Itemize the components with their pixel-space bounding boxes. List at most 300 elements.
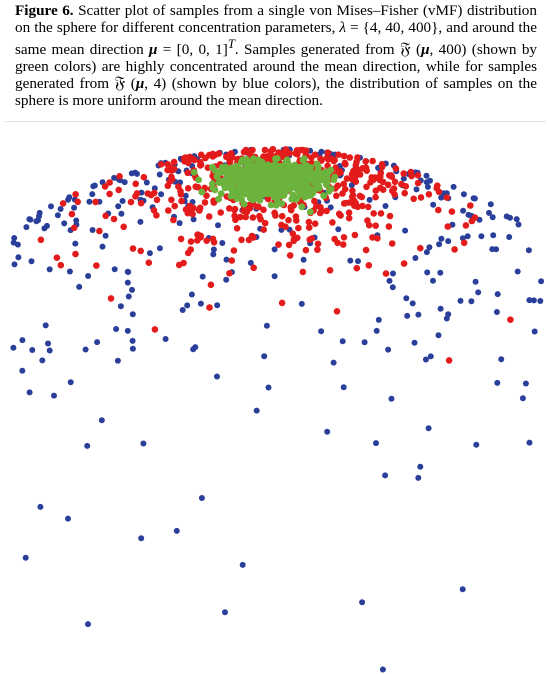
scatter-point bbox=[369, 234, 376, 241]
scatter-point bbox=[268, 148, 275, 155]
scatter-point bbox=[362, 158, 369, 165]
scatter-point bbox=[334, 308, 341, 315]
scatter-point bbox=[96, 228, 103, 235]
scatter-point bbox=[190, 346, 196, 352]
scatter-point bbox=[85, 273, 91, 279]
scatter-point bbox=[387, 213, 394, 220]
scatter-point bbox=[250, 214, 257, 221]
scatter-point bbox=[373, 440, 379, 446]
caption-text-7: ( bbox=[125, 75, 136, 93]
scatter-point bbox=[385, 347, 391, 353]
scatter-point bbox=[132, 193, 139, 200]
scatter-point bbox=[164, 161, 171, 168]
scatter-point bbox=[275, 241, 282, 248]
scatter-point bbox=[202, 199, 209, 206]
scatter-point bbox=[157, 172, 163, 178]
scatter-point bbox=[171, 159, 178, 166]
scatter-point bbox=[264, 323, 270, 329]
scatter-point bbox=[299, 203, 306, 210]
scatter-point bbox=[366, 222, 373, 229]
scatter-point bbox=[181, 155, 188, 162]
scatter-point bbox=[174, 528, 180, 534]
scatter-point bbox=[240, 562, 246, 568]
scatter-point bbox=[494, 380, 500, 386]
scatter-point bbox=[188, 238, 195, 245]
scatter-point bbox=[255, 204, 262, 211]
scatter-point bbox=[523, 381, 529, 387]
scatter-point bbox=[72, 241, 78, 247]
scatter-point bbox=[333, 193, 340, 200]
scatter-point bbox=[489, 246, 495, 252]
scatter-point bbox=[153, 212, 160, 219]
scatter-point bbox=[125, 269, 131, 275]
scatter-point bbox=[412, 340, 418, 346]
scatter-point bbox=[190, 156, 197, 163]
scatter-point bbox=[393, 165, 400, 172]
scatter-point bbox=[261, 353, 267, 359]
scatter-point bbox=[415, 475, 421, 481]
scatter-point bbox=[74, 199, 81, 206]
scatter-point bbox=[38, 237, 45, 244]
scatter-point bbox=[130, 338, 136, 344]
scatter-point bbox=[151, 190, 158, 197]
scatter-point bbox=[92, 183, 98, 189]
scatter-point bbox=[89, 191, 95, 197]
scatter-point bbox=[43, 322, 49, 328]
scatter-point bbox=[116, 173, 123, 180]
scatter-point bbox=[137, 248, 144, 255]
scatter-point bbox=[125, 328, 131, 334]
scatter-point bbox=[195, 177, 202, 184]
scatter-point bbox=[379, 161, 386, 168]
scatter-point bbox=[266, 155, 273, 162]
scatter-point bbox=[260, 226, 267, 233]
scatter-point bbox=[352, 200, 359, 207]
scatter-point bbox=[238, 237, 245, 244]
scatter-point bbox=[65, 516, 71, 522]
scatter-point bbox=[165, 207, 172, 214]
scatter-point bbox=[426, 425, 432, 431]
scatter-point bbox=[526, 247, 532, 253]
scatter-point bbox=[341, 384, 347, 390]
scatter-point bbox=[45, 341, 51, 347]
scatter-point bbox=[198, 189, 205, 196]
scatter-point bbox=[320, 192, 327, 199]
scatter-point bbox=[444, 194, 451, 201]
scatter-point bbox=[315, 241, 322, 248]
caption-text-1: Scatter plot of samples from a single von Mises–Fisher (vMF) distribution on the sphere for different concentration parameters, bbox=[15, 2, 537, 36]
scatter-point bbox=[376, 317, 382, 323]
scatter-point bbox=[250, 265, 257, 272]
scatter-point bbox=[29, 347, 35, 353]
scatter-point bbox=[414, 186, 420, 192]
scatter-point bbox=[349, 171, 356, 178]
scatter-point bbox=[37, 504, 43, 510]
scatter-point bbox=[449, 208, 456, 215]
scatter-point bbox=[229, 257, 236, 264]
scatter-point bbox=[336, 211, 343, 218]
scatter-point bbox=[369, 158, 376, 165]
scatter-point bbox=[216, 150, 223, 157]
scatter-point bbox=[377, 174, 384, 181]
scatter-point bbox=[198, 152, 205, 159]
scatter-point bbox=[118, 211, 124, 217]
scatter-point bbox=[325, 149, 332, 156]
scatter-point bbox=[189, 292, 195, 298]
mu-symbol-3: μ bbox=[135, 75, 145, 93]
scatter-point bbox=[138, 535, 144, 541]
scatter-point bbox=[94, 339, 100, 345]
scatter-point bbox=[132, 170, 138, 176]
scatter-point bbox=[183, 206, 190, 213]
scatter-point bbox=[294, 194, 301, 201]
scatter-point bbox=[342, 161, 349, 168]
scatter-point bbox=[293, 184, 300, 191]
scatter-point bbox=[223, 277, 229, 283]
scatter-point bbox=[23, 555, 29, 561]
scatter-point bbox=[340, 338, 346, 344]
scatter-point bbox=[152, 326, 159, 333]
scatter-point bbox=[146, 259, 153, 266]
scatter-point bbox=[99, 417, 105, 423]
scatter-point bbox=[219, 164, 226, 171]
scatter-point bbox=[218, 190, 225, 197]
scatter-point bbox=[415, 312, 421, 318]
scatter-point bbox=[279, 180, 286, 187]
scatter-point bbox=[473, 442, 479, 448]
scatter-point bbox=[403, 295, 409, 301]
scatter-point bbox=[373, 187, 380, 194]
scatter-point bbox=[362, 339, 368, 345]
scatter-point bbox=[488, 201, 494, 207]
scatter-point bbox=[366, 262, 373, 269]
scatter-point bbox=[132, 181, 139, 188]
scatter-point bbox=[83, 347, 89, 353]
scatter-point bbox=[138, 200, 145, 207]
caption-text-2: = {4, 40, 400}, and around the same mean direction bbox=[15, 18, 537, 59]
scatter-point bbox=[359, 599, 365, 605]
scatter-point bbox=[331, 360, 337, 366]
scatter-point bbox=[211, 247, 217, 253]
scatter-point bbox=[285, 217, 292, 224]
superscript-t: T bbox=[227, 37, 235, 52]
scatter-point bbox=[538, 278, 544, 284]
scatter-point bbox=[55, 212, 61, 218]
scatter-series-layer bbox=[10, 146, 544, 673]
vmf-symbol-2: 𝔉 bbox=[114, 73, 126, 94]
scatter-point bbox=[451, 246, 458, 253]
scatter-point bbox=[85, 621, 91, 627]
scatter-point bbox=[388, 172, 395, 179]
scatter-point bbox=[157, 245, 163, 251]
scatter-point bbox=[468, 298, 474, 304]
scatter-point bbox=[352, 232, 359, 239]
scatter-point bbox=[206, 304, 213, 311]
scatter-point bbox=[412, 255, 418, 261]
scatter-point bbox=[424, 249, 430, 255]
scatter-point bbox=[103, 233, 109, 239]
scatter-point bbox=[249, 190, 256, 197]
scatter-point bbox=[265, 177, 272, 184]
scatter-point bbox=[390, 284, 396, 290]
scatter-point bbox=[340, 241, 347, 248]
scatter-point bbox=[184, 170, 191, 177]
scatter-point bbox=[274, 186, 281, 193]
scatter-point bbox=[495, 291, 501, 297]
scatter-point bbox=[292, 150, 299, 157]
scatter-point bbox=[335, 226, 341, 232]
scatter-point bbox=[354, 265, 361, 272]
scatter-point bbox=[301, 169, 308, 176]
scatter-point bbox=[250, 180, 257, 187]
scatter-point bbox=[247, 167, 254, 174]
scatter-point bbox=[177, 188, 184, 195]
scatter-point bbox=[231, 213, 238, 220]
scatter-point bbox=[404, 313, 410, 319]
scatter-point bbox=[363, 247, 370, 254]
scatter-point bbox=[458, 298, 464, 304]
scatter-point bbox=[266, 385, 272, 391]
scatter-point bbox=[61, 220, 67, 226]
scatter-point bbox=[287, 252, 294, 259]
scatter-point bbox=[490, 232, 496, 238]
scatter-point bbox=[209, 180, 216, 187]
scatter-point bbox=[460, 208, 466, 214]
scatter-point bbox=[154, 197, 161, 204]
scatter-point bbox=[306, 224, 313, 231]
scatter-point bbox=[305, 192, 312, 199]
scatter-point bbox=[71, 205, 77, 211]
scatter-point bbox=[527, 440, 533, 446]
scatter-point bbox=[312, 151, 319, 158]
scatter-point bbox=[390, 271, 396, 277]
scatter-point bbox=[293, 217, 300, 224]
scatter-figure-panel bbox=[5, 121, 546, 674]
scatter-point bbox=[460, 586, 466, 592]
scatter-point bbox=[180, 260, 187, 267]
scatter-point bbox=[386, 223, 393, 230]
scatter-point bbox=[210, 153, 217, 160]
scatter-point bbox=[436, 241, 442, 247]
scatter-point bbox=[475, 289, 481, 295]
scatter-point bbox=[226, 158, 233, 165]
scatter-point bbox=[140, 441, 146, 447]
caption-text-4: . Samples generated from bbox=[234, 41, 400, 59]
scatter-point bbox=[279, 193, 286, 200]
scatter-point bbox=[423, 357, 429, 363]
scatter-point bbox=[72, 251, 79, 258]
scatter-point bbox=[401, 190, 408, 197]
scatter-point bbox=[382, 472, 388, 478]
scatter-point bbox=[231, 247, 238, 254]
scatter-point bbox=[115, 203, 121, 209]
scatter-point bbox=[438, 236, 444, 242]
scatter-point bbox=[427, 178, 433, 184]
scatter-point bbox=[199, 495, 205, 501]
scatter-point bbox=[418, 194, 425, 201]
scatter-point bbox=[490, 214, 496, 220]
scatter-point bbox=[177, 220, 183, 226]
scatter-point bbox=[67, 269, 73, 275]
scatter-point bbox=[158, 191, 164, 197]
scatter-point bbox=[113, 326, 119, 332]
scatter-point bbox=[228, 150, 235, 157]
scatter-point bbox=[341, 153, 348, 160]
scatter-point bbox=[23, 224, 29, 230]
scatter-point bbox=[520, 395, 526, 401]
scatter-point bbox=[15, 254, 21, 260]
scatter-point bbox=[331, 176, 338, 183]
scatter-point bbox=[370, 210, 377, 217]
scatter-point bbox=[100, 244, 106, 250]
scatter-point bbox=[130, 245, 137, 252]
scatter-point bbox=[424, 173, 430, 179]
scatter-point bbox=[445, 223, 452, 230]
scatter-point bbox=[130, 311, 136, 317]
scatter-point bbox=[228, 165, 235, 172]
scatter-point bbox=[203, 237, 210, 244]
scatter-point bbox=[312, 220, 319, 227]
scatter-point bbox=[326, 188, 333, 195]
scatter-point bbox=[537, 298, 543, 304]
scatter-point bbox=[208, 282, 215, 289]
scatter-point bbox=[246, 149, 253, 156]
scatter-point bbox=[229, 188, 236, 195]
scatter-point bbox=[125, 280, 131, 286]
scatter-point bbox=[372, 222, 379, 229]
scatter-point bbox=[115, 358, 121, 364]
scatter-point bbox=[231, 207, 238, 214]
scatter-point bbox=[189, 211, 196, 218]
scatter-point bbox=[128, 199, 135, 206]
scatter-point bbox=[178, 198, 185, 205]
scatter-point bbox=[330, 158, 337, 165]
scatter-point bbox=[311, 179, 318, 186]
scatter-point bbox=[383, 203, 389, 209]
scatter-point bbox=[19, 368, 25, 374]
scatter-point bbox=[272, 161, 279, 168]
scatter-point bbox=[76, 284, 82, 290]
scatter-point bbox=[211, 239, 218, 246]
scatter-point bbox=[355, 258, 361, 264]
scatter-point bbox=[344, 175, 351, 182]
scatter-point bbox=[300, 269, 307, 276]
scatter-point bbox=[313, 203, 320, 210]
scatter-point bbox=[27, 217, 33, 223]
scatter-point bbox=[200, 274, 206, 280]
caption-text-5: ( bbox=[410, 41, 422, 59]
scatter-point bbox=[106, 191, 113, 198]
scatter-point bbox=[241, 201, 248, 208]
scatter-point bbox=[54, 254, 61, 261]
scatter-point bbox=[324, 429, 330, 435]
scatter-point bbox=[241, 177, 248, 184]
scatter-point bbox=[37, 210, 43, 216]
scatter-point bbox=[444, 316, 450, 322]
scatter-point bbox=[383, 270, 390, 277]
scatter-point bbox=[222, 609, 228, 615]
scatter-point bbox=[158, 161, 165, 168]
scatter-point bbox=[357, 171, 364, 178]
scatter-point bbox=[47, 348, 53, 354]
scatter-point bbox=[498, 356, 504, 362]
scatter-point bbox=[51, 393, 57, 399]
scatter-point bbox=[195, 231, 202, 238]
scatter-point bbox=[337, 168, 344, 175]
scatter-point bbox=[438, 306, 444, 312]
scatter-point bbox=[426, 191, 433, 198]
scatter-point bbox=[389, 240, 396, 247]
scatter-point bbox=[299, 301, 305, 307]
scatter-point bbox=[92, 199, 99, 206]
scatter-point bbox=[415, 172, 422, 179]
scatter-point bbox=[380, 667, 386, 673]
scatter-point bbox=[262, 147, 269, 154]
scatter-point bbox=[27, 389, 33, 395]
scatter-point bbox=[318, 149, 324, 155]
figure-caption bbox=[15, 3, 537, 110]
scatter-point bbox=[372, 194, 379, 201]
scatter-point bbox=[29, 258, 35, 264]
scatter-point bbox=[461, 240, 468, 247]
scatter-point bbox=[329, 219, 336, 226]
scatter-point bbox=[288, 207, 295, 214]
scatter-point bbox=[506, 234, 512, 240]
scatter-point bbox=[471, 195, 477, 201]
vmf-sphere-scatter-plot bbox=[5, 122, 546, 674]
scatter-point bbox=[461, 191, 467, 197]
scatter-point bbox=[367, 197, 373, 203]
scatter-point bbox=[212, 186, 219, 193]
scatter-point bbox=[272, 273, 278, 279]
scatter-point bbox=[437, 270, 443, 276]
scatter-point bbox=[515, 269, 521, 275]
scatter-point bbox=[478, 233, 484, 239]
scatter-point bbox=[246, 237, 253, 244]
scatter-point bbox=[301, 257, 307, 263]
scatter-point bbox=[84, 443, 90, 449]
scatter-point bbox=[130, 346, 136, 352]
scatter-point bbox=[269, 169, 276, 176]
scatter-point bbox=[145, 190, 152, 197]
scatter-point bbox=[430, 202, 436, 208]
scatter-point bbox=[141, 174, 148, 181]
scatter-point bbox=[120, 198, 126, 204]
scatter-point bbox=[278, 222, 285, 229]
scatter-point bbox=[170, 217, 177, 224]
scatter-point bbox=[254, 408, 260, 414]
scatter-point bbox=[12, 261, 18, 267]
caption-text-6: , 400) (shown by green colors) are highly concentrated around the mean direction, while for samples generated from bbox=[15, 41, 538, 93]
scatter-point bbox=[308, 164, 315, 171]
scatter-point bbox=[58, 262, 65, 269]
scatter-point bbox=[19, 337, 25, 343]
scatter-point bbox=[214, 171, 221, 178]
scatter-point bbox=[357, 193, 364, 200]
scatter-point bbox=[10, 345, 16, 351]
scatter-point bbox=[352, 177, 359, 184]
scatter-point bbox=[48, 203, 54, 209]
scatter-point bbox=[206, 213, 213, 220]
scatter-point bbox=[68, 379, 74, 385]
scatter-point bbox=[167, 178, 174, 185]
scatter-point bbox=[196, 207, 203, 214]
scatter-point bbox=[315, 171, 322, 178]
scatter-point bbox=[417, 245, 424, 252]
scatter-point bbox=[317, 155, 324, 162]
scatter-point bbox=[291, 238, 298, 245]
scatter-point bbox=[417, 464, 423, 470]
